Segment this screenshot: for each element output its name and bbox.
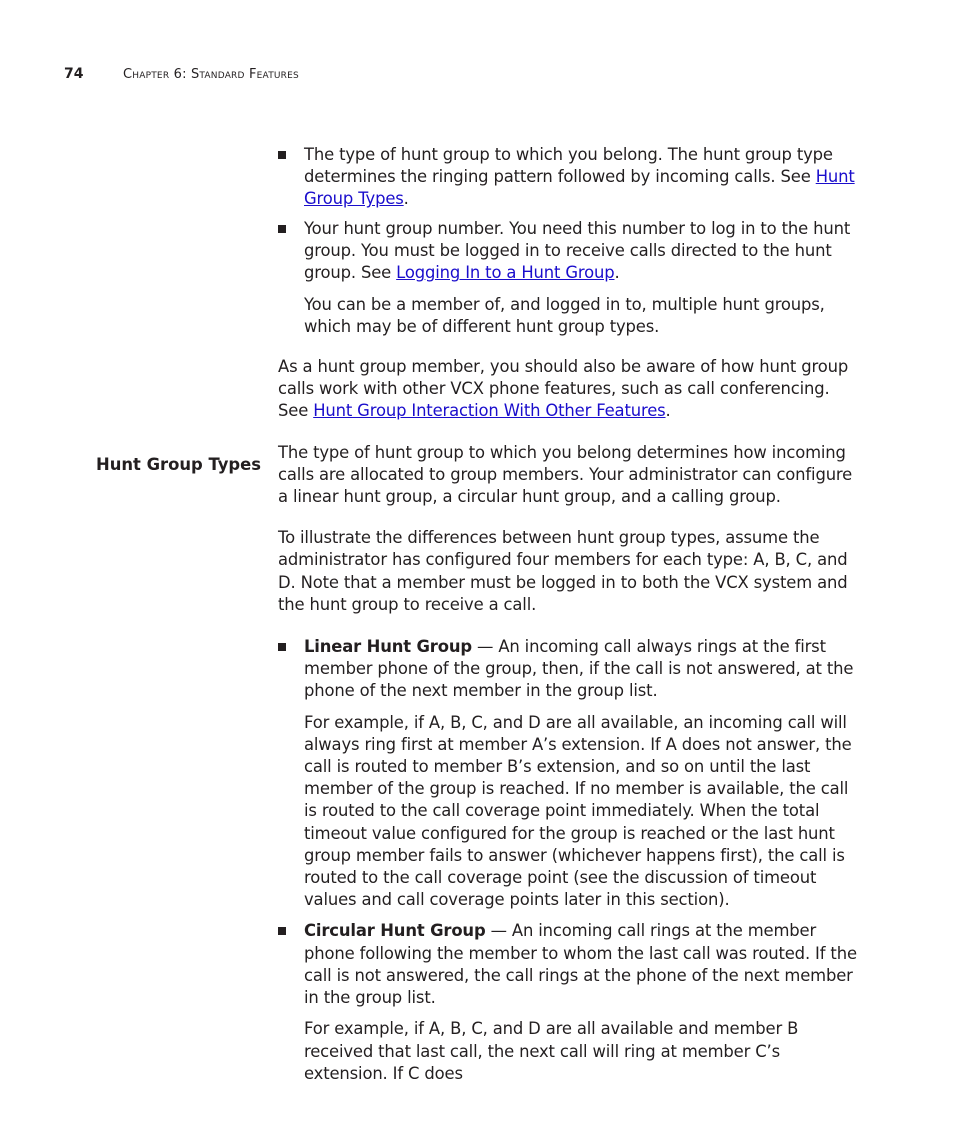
example-paragraph: For example, if A, B, C, and D are all available, an incoming call will always ring first at member A’s extension. If A does not answer, the call is routed to member B’s extension, and so on until the last member of the group is reached. If no member is available, the call is routed to the call coverage point immediately. When the total timeout value configured for the group is reached or the last hunt group member fails to answer (whichever happens first), the call is routed to the call coverage point (see the discussion of timeout values and call coverage points later in this section). xyxy=(304,712,852,910)
section-heading: Hunt Group Types xyxy=(96,455,262,474)
link-logging-in[interactable]: Logging In to a Hunt Group xyxy=(396,263,615,283)
section-paragraph: The type of hunt group to which you belong determines how incoming calls are allocated to group members. Your administrator can configure a linear hunt group, a circular hunt group, and a calling group. xyxy=(278,442,853,507)
list-item: Your hunt group number. You need this number to log in to the hunt group. You must be logged in to receive calls directed to the hunt group. See Logging In to a Hunt Group. You can be a member of, and logged in to, multiple hunt groups, which may be of different hunt group types. xyxy=(278,218,860,338)
link-hunt-group-interaction[interactable]: Hunt Group Interaction With Other Features xyxy=(313,401,666,421)
example-paragraph: For example, if A, B, C, and D are all available and member B received that last call, the next call will ring at member C’s extension. If C does xyxy=(304,1019,799,1083)
link-hunt-group-types[interactable]: Hunt Group Types xyxy=(304,167,855,209)
square-bullet-icon xyxy=(278,643,286,651)
page-content xyxy=(278,144,860,1085)
square-bullet-icon xyxy=(278,225,286,233)
bullet-note: You can be a member of, and logged in to, multiple hunt groups, which may be of different hunt group types. xyxy=(304,294,825,336)
list-item: The type of hunt group to which you belong. The hunt group type determines the ringing pattern followed by incoming calls. See Hunt Group Types. xyxy=(278,144,860,210)
page-number: 74 xyxy=(64,66,84,82)
term: Circular Hunt Group xyxy=(304,921,486,941)
member-paragraph: As a hunt group member, you should also be aware of how hunt group calls work with other VCX phone features, such as call conferencing. See Hunt Group Interaction With Other Features. xyxy=(278,357,849,421)
section-paragraph: To illustrate the differences between hunt group types, assume the administrator has configured four members for each type: A, B, C, and D. Note that a member must be logged in to both the VCX system and the hunt group to receive a call. xyxy=(278,528,848,614)
square-bullet-icon xyxy=(278,927,286,935)
list-item: Circular Hunt Group — An incoming call rings at the member phone following the member to whom the last call was routed. If the call is not answered, the call rings at the phone of the next member in the group list. For example, if A, B, C, and D are all available and member B received that last call, the next call will ring at member C’s extension. If C does xyxy=(278,920,860,1084)
term: Linear Hunt Group xyxy=(304,637,472,657)
square-bullet-icon xyxy=(278,151,286,159)
list-item: Linear Hunt Group — An incoming call always rings at the first member phone of the group, then, if the call is not answered, at the phone of the next member in the group list. For example, if A, B, C, and D are all available, an incoming call will always ring first at member A’s extension. If A does not answer, the call is routed to member B’s extension, and so on until the last member of the group is reached. If no member is available, the call is routed to the call coverage point immediately. When the total timeout value configured for the group is reached or the last hunt group member fails to answer (whichever happens first), the call is routed to the call coverage point (see the discussion of timeout values and call coverage points later in this section). xyxy=(278,636,860,911)
chapter-title: Chapter 6: Standard Features xyxy=(123,67,299,82)
